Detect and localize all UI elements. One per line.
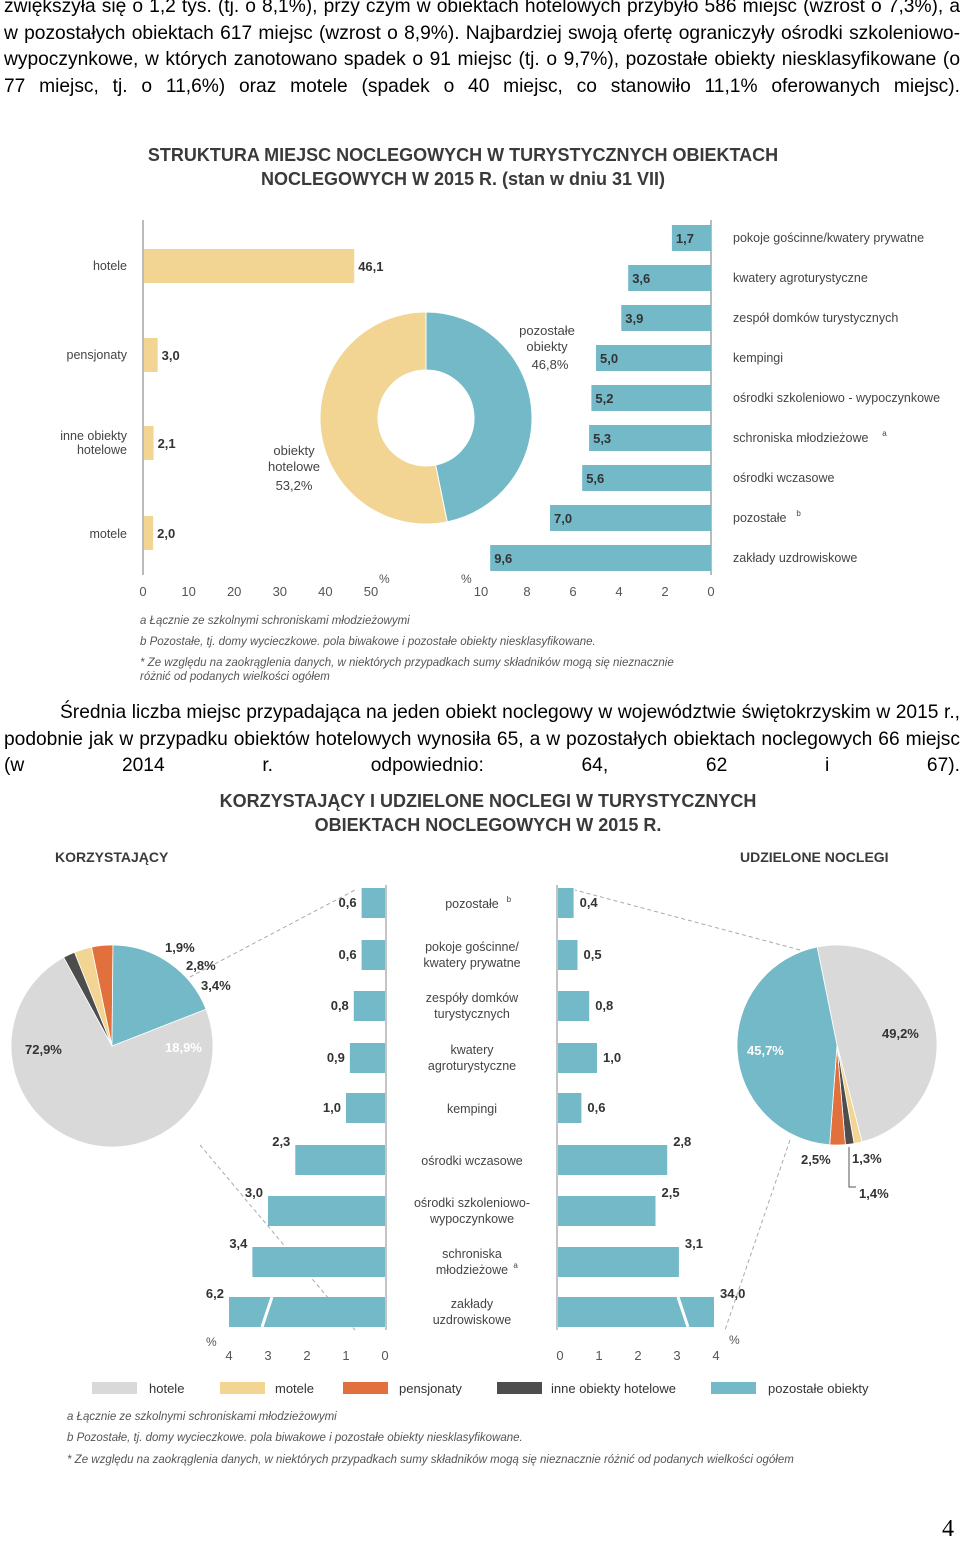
right-axis-tick: 2 [661,584,669,599]
category-label: pozostałe [445,897,499,911]
category-label: ośrodki szkoleniowo- [413,1196,531,1210]
guests-pie-label: 72,9% [25,1042,62,1057]
left-bar-value: 2,0 [157,526,176,541]
legend-label: pozostałe obiekty [768,1381,869,1396]
right-bar-value: 5,0 [600,351,619,366]
right-bar-label: ośrodki szkoleniowo - wypoczynkowe [733,391,941,405]
guests-axis-tick: 3 [264,1348,272,1363]
donut-label-hotel-value: 53,2% [275,478,313,493]
nights-axis-tick: 1 [595,1348,603,1363]
figure2-note: b Pozostałe, tj. domy wycieczkowe. pola biwakowe i pozostałe obiekty niesklasyfikowane. [67,1432,523,1444]
right-axis-tick: 6 [569,584,577,599]
left-axis-tick: 20 [226,584,242,599]
nights-bar-value: 2,5 [661,1185,680,1200]
guests-bar-value: 2,3 [272,1134,291,1149]
category-label: agroturystyczne [427,1059,517,1073]
legend-label: pensjonaty [399,1381,462,1396]
legend-swatch [343,1382,388,1394]
left-bar-label: motele [89,527,127,541]
right-bar-value: 1,7 [675,231,694,246]
legend-label: motele [275,1381,315,1396]
guests-pie-label: 18,9% [165,1040,202,1055]
legend-swatch [220,1382,265,1394]
right-bar-value: 7,0 [554,511,573,526]
left-axis-tick: 10 [181,584,196,599]
nights-bar [558,1043,597,1073]
nights-axis-unit: % [729,1333,740,1347]
left-bar-label: pensjonaty [66,348,127,362]
nights-bar-value: 0,6 [587,1100,606,1115]
right-bar [490,545,711,571]
right-bar-value: 3,9 [625,311,644,326]
category-label: młodzieżowe [435,1263,509,1277]
figure-guests-and-nights [0,785,960,1485]
right-axis-tick: 4 [615,584,623,599]
guests-bar [362,940,385,970]
legend-swatch [711,1382,756,1394]
nights-bar [558,1297,714,1327]
donut-label-other-value: 46,8% [531,357,569,372]
left-axis-tick: 50 [363,584,379,599]
guests-bar-value: 0,6 [338,947,357,962]
guests-pie-label: 2,8% [186,958,216,973]
right-bar-value: 3,6 [632,271,651,286]
nights-bar [558,1145,667,1175]
guests-bar [354,991,385,1021]
right-bar-label: ośrodki wczasowe [733,471,835,485]
figure1-note: b Pozostałe, tj. domy wycieczkowe. pola biwakowe i pozostałe obiekty niesklasyfikowane. [140,636,596,648]
category-label: schroniska [442,1247,502,1261]
nights-bar-value: 34,0 [720,1286,746,1301]
guests-axis-tick: 4 [225,1348,233,1363]
nights-bar [558,1196,656,1226]
right-bar-value: 5,2 [595,391,614,406]
nights-pie-label: 45,7% [747,1043,784,1058]
nights-pie-label: 1,4% [859,1186,889,1201]
left-axis-tick: 30 [272,584,288,599]
left-bar [144,338,158,372]
legend-label: hotele [149,1381,185,1396]
left-axis-tick: 0 [139,584,147,599]
guests-pie-label: 1,9% [165,940,195,955]
left-bar-value: 2,1 [157,436,176,451]
nights-axis-tick: 4 [712,1348,720,1363]
guests-bar-value: 3,4 [229,1236,248,1251]
donut-label-hotel-line2: hotelowe [267,459,321,474]
right-bar-value: 5,3 [593,431,612,446]
guests-axis-tick: 0 [381,1348,389,1363]
left-bar-label: inne obiekty [60,429,127,443]
right-bar-label: pokoje gościnne/kwatery prywatne [733,231,925,245]
donut-label-other-line1: pozostałe [519,323,575,338]
left-bar [144,426,154,460]
figure2-note: a Łącznie ze szkolnymi schroniskami młodzieżowymi [67,1411,337,1423]
nights-axis-tick: 0 [556,1348,564,1363]
donut-label-other-line2: obiekty [526,339,568,354]
connector-line [725,1140,790,1330]
nights-bar-value: 1,0 [603,1050,622,1065]
footnote-marker: b [796,509,801,518]
left-bar-label: hotele [92,259,127,273]
category-label: turystycznych [434,1007,510,1021]
legend-label: inne obiekty hotelowe [551,1381,677,1396]
category-label: zespóły domków [425,991,519,1005]
legend-swatch [497,1382,542,1394]
guests-bar [268,1196,385,1226]
page-number: 4 [942,1516,954,1542]
right-axis-unit: % [461,572,472,586]
nights-bar [558,1247,679,1277]
nights-pie-label: 1,3% [852,1151,882,1166]
category-label: pokoje gościnne/ [425,940,519,954]
guests-bar-value: 0,8 [330,998,349,1013]
donut-label-hotel-line1: obiekty [273,443,315,458]
nights-bar-value: 0,5 [583,947,602,962]
right-bar-value: 9,6 [494,551,513,566]
guests-bar-value: 0,6 [338,895,357,910]
nights-header: UDZIELONE NOCLEGI [740,849,889,865]
left-axis-tick: 40 [318,584,333,599]
right-bar-label: kempingi [733,351,784,365]
connector-line [575,890,800,950]
guests-bar-value: 0,9 [326,1050,345,1065]
middle-paragraph-text: Średnia liczba miejsc przypadająca na jeden obiekt noclegowy w województwie świętokrzyskim w 2015 r., podobnie jak w przypadku obiektów hotelowych wynosiła 65, a w pozostałych obiektach noclegowych 66 miejsc (w 2014 r. odpowiednio: 64, 62 i 67). [4,702,960,776]
figure1-note: * Ze względu na zaokrąglenia danych, w niektórych przypadkach sumy składników mogą się nieznacznie [140,657,674,669]
guests-axis-tick: 1 [342,1348,350,1363]
guests-axis-tick: 2 [303,1348,311,1363]
figure1-note: różnić od podanych wielkości ogółem [140,671,330,683]
left-bar-label: hotelowe [76,443,127,457]
nights-bar-value: 2,8 [673,1134,692,1149]
nights-pie-label: 2,5% [801,1152,831,1167]
guests-bar-value: 3,0 [244,1185,263,1200]
right-bar-label: schroniska młodzieżowe [733,431,869,445]
guests-bar-value: 1,0 [322,1100,341,1115]
category-label: ośrodki wczasowe [421,1154,523,1168]
nights-bar-value: 0,4 [579,895,598,910]
footnote-marker: a [882,429,887,438]
right-bar [550,505,711,531]
figure2-title-line2: OBIEKTACH NOCLEGOWYCH W 2015 R. [314,815,662,835]
guests-bar [229,1297,385,1327]
nights-pie-label: 49,2% [882,1026,919,1041]
footnote-marker: a [513,1261,518,1270]
nights-bar [558,1093,581,1123]
category-label: kempingi [446,1102,498,1116]
figure1-note: a Łącznie ze szkolnymi schroniskami młodzieżowymi [140,615,410,627]
right-bar-label: zespół domków turystycznych [733,311,899,325]
legend-swatch [92,1382,137,1394]
right-bar-value: 5,6 [586,471,605,486]
figure1-title-line2: NOCLEGOWYCH W 2015 R. (stan w dniu 31 VII) [260,169,666,189]
figure-structure-of-beds [0,140,960,685]
left-axis-unit: % [379,572,390,586]
category-label: kwatery prywatne [423,956,521,970]
figure1-title-line1: STRUKTURA MIEJSC NOCLEGOWYCH W TURYSTYCZNYCH OBIEKTACH [147,145,779,165]
guests-bar [252,1247,385,1277]
nights-bar [558,991,589,1021]
category-label: uzdrowiskowe [432,1313,512,1327]
nights-axis-tick: 2 [634,1348,642,1363]
right-axis-tick: 10 [473,584,489,599]
nights-bar-value: 0,8 [595,998,614,1013]
left-bar [144,249,354,283]
right-bar-label: pozostałe [733,511,787,525]
right-bar-label: zakłady uzdrowiskowe [733,551,858,565]
figure2-note: * Ze względu na zaokrąglenia danych, w niektórych przypadkach sumy składników mogą się nieznacznie różnić od podanych wielkości ogółem [67,1454,794,1466]
left-bar-value: 46,1 [358,259,384,274]
nights-bar-value: 3,1 [684,1236,703,1251]
left-bar [144,516,153,550]
guests-bar-value: 6,2 [205,1286,224,1301]
category-label: zakłady [450,1297,494,1311]
guests-pie-label: 3,4% [201,978,231,993]
right-axis-tick: 0 [707,584,715,599]
right-axis-tick: 8 [523,584,531,599]
category-label: kwatery [450,1043,494,1057]
donut-slice-other [426,312,532,522]
intro-paragraph: zwiększyła się o 1,2 tys. (tj. o 8,1%), przy czym w obiektach hotelowych przybyło 586 miejsc (wzrost o 7,3%), a w pozostałych obiektach 617 miejsc (wzrost o 8,9%). Najbardziej swoją ofertę ograniczyły ośrodki szkoleniowo-wypoczynkowe, w których zanotowano spadek o 91 miejsc (tj. o 9,7%), pozostałe obiekty niesklasyfikowane (o 77 miejsc, tj. o 11,6%) oraz motele (spadek o 40 miejsc, co stanowiło 11,1% oferowanych miejsc). [4,0,960,97]
figure2-title-line1: KORZYSTAJĄCY I UDZIELONE NOCLEGI W TURYSTYCZNYCH [219,791,757,811]
nights-axis-tick: 3 [673,1348,681,1363]
footnote-marker: b [506,895,512,904]
nights-bar [558,888,574,918]
category-label: wypoczynkowe [429,1212,515,1226]
nights-bar [558,940,578,970]
right-bar-label: kwatery agroturystyczne [733,271,868,285]
guests-header: KORZYSTAJĄCY [55,849,169,865]
guests-bar [362,888,385,918]
guests-bar [350,1043,385,1073]
guests-bar [346,1093,385,1123]
left-bar-value: 3,0 [161,348,180,363]
guests-bar [295,1145,385,1175]
guests-axis-unit: % [206,1335,217,1349]
